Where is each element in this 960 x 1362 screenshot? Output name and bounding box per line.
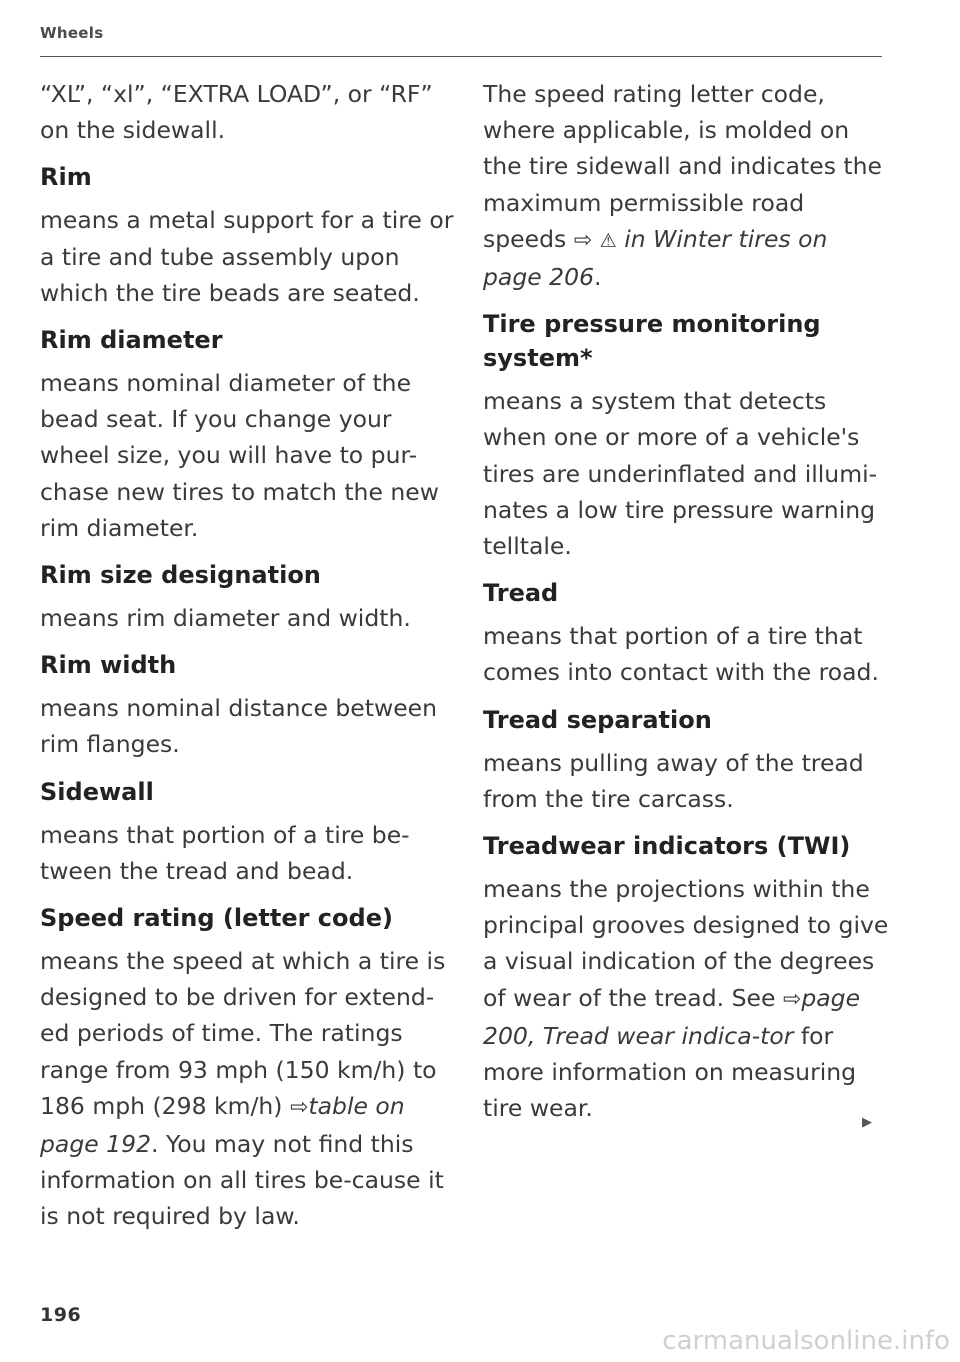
term-tread: Tread — [483, 579, 559, 608]
right-column — [483, 76, 893, 1126]
page-number: 196 — [40, 1304, 82, 1326]
left-column — [40, 76, 460, 1235]
def-tread: means that portion of a tire that comes into contact with the road. — [483, 622, 879, 687]
term-rim-size-designation: Rim size designation — [40, 561, 321, 590]
section-title: Wheels — [40, 24, 104, 42]
term-tire-pressure-monitoring: Tire pressure monitoring system* — [483, 310, 821, 373]
def-speed-rating — [40, 943, 460, 1235]
term-sidewall: Sidewall — [40, 777, 154, 806]
link-table-page-192[interactable]: table on page 192 — [40, 1091, 405, 1159]
arrow-right-icon: ⇨ — [573, 227, 593, 253]
def-speed-rating-text: means the speed at which a tire is designed to be driven for extend-ed periods of time. The ratings range from 93 mph (150 km/h) to 186 mph (298 km/h) — [40, 947, 446, 1120]
def-rim: means a metal support for a tire or a tire and tube assembly upon which the tire beads are seated. — [40, 206, 454, 307]
def-sidewall: means that portion of a tire be-tween the tread and bead. — [40, 820, 410, 885]
link-winter-tires-page-206[interactable]: in Winter tires on page 206 — [483, 224, 828, 292]
def-treadwear-indicators — [483, 871, 893, 1126]
def-speed-rating-code — [483, 76, 893, 295]
page-header — [40, 24, 882, 57]
term-speed-rating: Speed rating (letter code) — [40, 904, 393, 933]
def-rim-width: means nominal distance between rim flanges. — [40, 694, 438, 759]
link-tread-wear-indicator-page-200[interactable]: page 200, Tread wear indica-tor — [483, 983, 861, 1050]
def-speed-rating-text-end: . You may not find this information on all tires be-cause it is not required by law. — [40, 1130, 444, 1231]
intro-text: “XL”, “xl”, “EXTRA LOAD”, or “RF” on the sidewall. — [40, 80, 433, 145]
def-tire-pressure-monitoring: means a system that detects when one or more of a vehicle's tires are underinflated and illumi-nates a low tire pressure warning telltale. — [483, 387, 878, 561]
term-rim: Rim — [40, 163, 92, 192]
term-rim-width: Rim width — [40, 651, 177, 680]
term-treadwear-indicators: Treadwear indicators (TWI) — [483, 832, 851, 861]
def-speed-code-text: The speed rating letter code, where applicable, is molded on the tire sidewall and indicates the maximum permissible road speeds — [483, 80, 882, 253]
arrow-right-icon: ⇨ — [289, 1094, 309, 1120]
warning-triangle-icon: ⚠ — [599, 229, 617, 252]
def-twi-text-end: for more information on measuring tire wear. — [483, 1021, 857, 1123]
term-rim-diameter: Rim diameter — [40, 326, 223, 355]
arrow-right-icon: ⇨ — [782, 986, 802, 1012]
continue-arrow-icon: ▶ — [862, 1115, 872, 1130]
def-rim-size-designation: means rim diameter and width. — [40, 604, 411, 633]
def-rim-diameter: means nominal diameter of the bead seat. If you change your wheel size, you will have to pur-chase new tires to match the new rim diameter. — [40, 369, 439, 542]
def-tread-separation: means pulling away of the tread from the tire carcass. — [483, 748, 864, 813]
def-speed-code-text-end: . — [594, 263, 602, 292]
term-tread-separation: Tread separation — [483, 705, 712, 734]
watermark: carmanualsonline.info — [662, 1326, 950, 1356]
def-twi-text: means the projections within the principal grooves designed to give a visual indication of the degrees of wear of the tread. See — [483, 875, 889, 1012]
